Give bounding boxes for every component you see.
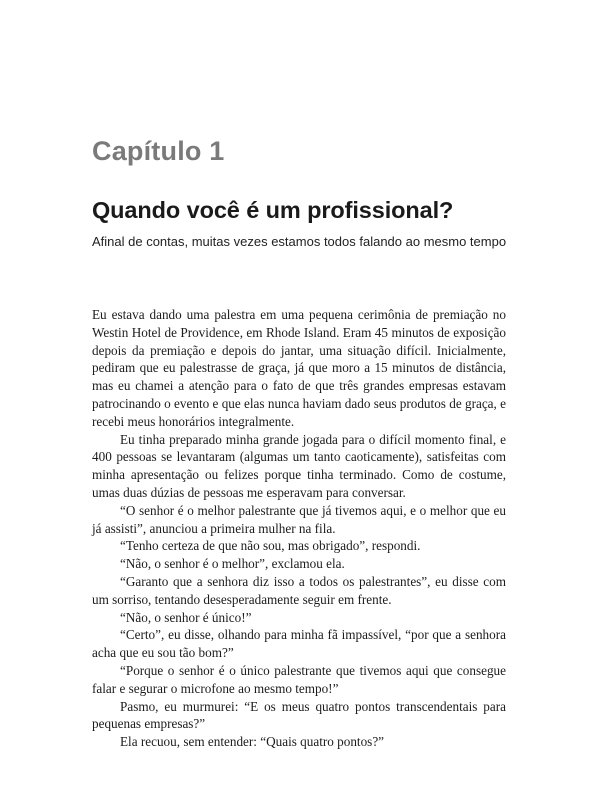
paragraph: “O senhor é o melhor palestrante que já tivemos aqui, e o melhor que eu já assisti”, anunciou a primeira mulher na fila.: [92, 502, 506, 536]
paragraph: Ela recuou, sem entender: “Quais quatro pontos?”: [120, 734, 385, 750]
chapter-title: Quando você é um profissional?: [92, 197, 454, 223]
body-text: [92, 306, 506, 751]
chapter-label: Capítulo 1: [92, 136, 225, 166]
paragraph: “Tenho certeza de que não sou, mas obrigado”, respondi.: [120, 538, 421, 554]
paragraph: “Não, o senhor é o melhor”, exclamou ela.: [120, 556, 345, 572]
paragraph: “Certo”, eu disse, olhando para minha fã impassível, “por que a senhora acha que eu sou tão bom?”: [92, 627, 506, 661]
paragraph: Eu tinha preparado minha grande jogada para o difícil momento final, e 400 pessoas se levantaram (algumas um tanto caoticamente), satisfeitas com minha apresentação ou felizes porque tinha terminado. Como de costume, umas duas dúzias de pessoas me esperavam para conversar.: [92, 431, 506, 500]
paragraph: Eu estava dando uma palestra em uma pequena cerimônia de premiação no Westin Hotel de Providence, em Rhode Island. Eram 45 minutos de exposição depois da premiação e depois do jantar, uma situação difícil. Inicialmente, pediram que eu palestrasse de graça, já que moro a 15 minutos de distância, mas eu chamei a atenção para o fato de que três grandes empresas estavam patrocinando o evento e que elas nunca haviam dado seus produtos de graça, e recebi meus honorários integralmente.: [92, 307, 506, 429]
paragraph: “Não, o senhor é único!”: [120, 609, 252, 625]
chapter-subtitle: Afinal de contas, muitas vezes estamos todos falando ao mesmo tempo: [92, 234, 507, 249]
paragraph: “Porque o senhor é o único palestrante que tivemos aqui que consegue falar e segurar o microfone ao mesmo tempo!”: [92, 662, 506, 696]
paragraph: Pasmo, eu murmurei: “E os meus quatro pontos transcendentais para pequenas empresas?”: [92, 698, 506, 732]
paragraph: “Garanto que a senhora diz isso a todos os palestrantes”, eu disse com um sorriso, tentando desesperadamente seguir em frente.: [92, 573, 506, 607]
